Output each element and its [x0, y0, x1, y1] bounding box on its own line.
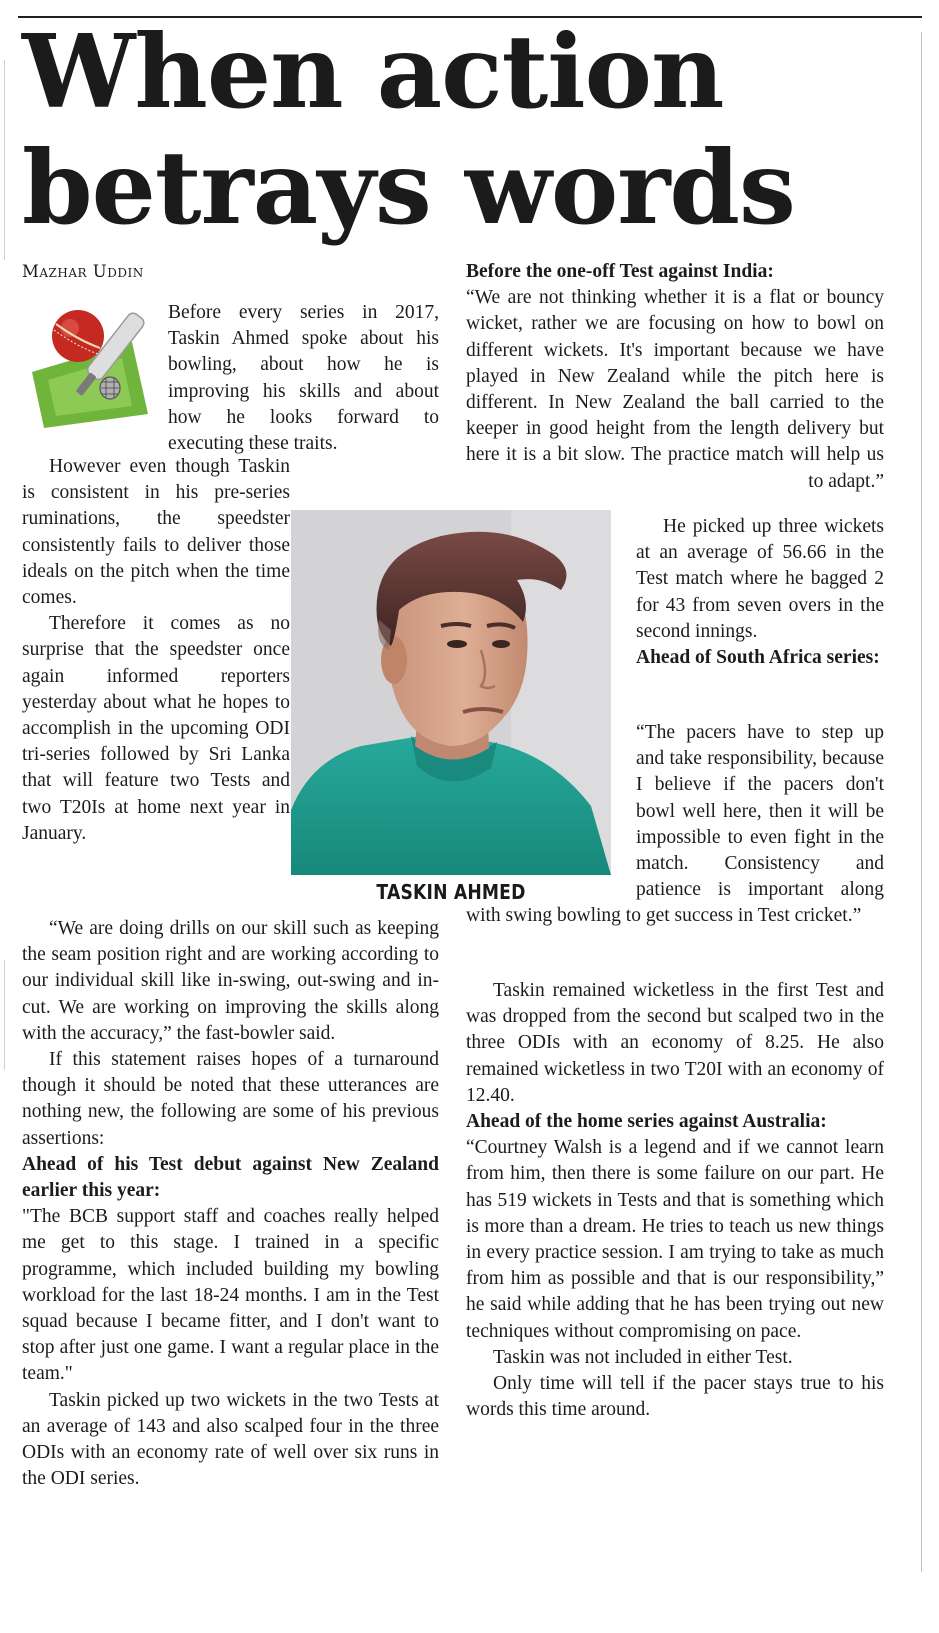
right-top-block	[466, 259, 884, 495]
intro-paragraph: Before every series in 2017, Taskin Ahmed spoke about his bowling, about how he is improving his skills and about how he looks forward to executing these traits.	[168, 302, 439, 455]
headline-line-1: When action	[22, 12, 724, 131]
left-lower-block	[22, 916, 439, 1492]
right-wrap-block	[636, 514, 884, 671]
photo-caption: TASKIN AHMED	[376, 880, 526, 904]
left-paragraph: If this statement raises hopes of a turnaround though it should be noted that these utterances are nothing new, the following are some of his previous assertions:	[22, 1049, 439, 1149]
player-photo	[291, 510, 611, 875]
margin-mark	[4, 960, 5, 1070]
headline-line-2: betrays words	[22, 128, 795, 247]
right-paragraph: Taskin remained wicketless in the first Test and was dropped from the second but scalped two in the three ODIs with an economy of 8.25. He also remained wicketless in two T20I with an economy of 12.40.	[466, 980, 884, 1106]
left-paragraph: Taskin picked up two wickets in the two Tests at an average of 143 and also scalped four in the three ODIs with an economy rate of well over six runs in the ODI series.	[22, 1389, 439, 1490]
left-paragraph: However even though Taskin is consistent in his pre-series ruminations, the speedster consistently fails to deliver those ideals on the pitch when the time comes.	[22, 456, 290, 609]
quote-paragraph: “Courtney Walsh is a legend and if we cannot learn from him, then there is some failure on our part. He has 519 wickets in Tests and that is something which is more than a dream. He tries to teach us new things in every practice session. I am trying to take as much from him as possible and that is our responsibility,” he said while adding that he has been trying out new techniques without compromising on pace.	[466, 1137, 884, 1342]
quote-paragraph: “We are doing drills on our skill such as keeping the seam position right and are working according to our individual skill like in-swing, out-swing and in-cut. We are working on improving the skills along with the accuracy,” the fast-bowler said.	[22, 918, 439, 1044]
right-lower-block	[466, 978, 884, 1423]
quote-paragraph: “The pacers have to step up and take responsibility, because I believe if the pacers don't bowl well here, then it will be impossible to even fight in the match. Consistency and patience is important along with swing bowling to get success in Test cricket.”	[466, 722, 884, 927]
right-paragraph: Taskin was not included in either Test.	[493, 1346, 793, 1368]
quote-paragraph: “We are not thinking whether it is a flat or bouncy wicket, rather we are focusing on how to bowl on different wickets. It's important because we have played in New Zealand while the pitch here is different. In New Zealand the ball carried to the keeper in good height from the length delivery but here it is a bit slow. The practice match will help us to adapt.”	[466, 287, 884, 492]
headline	[22, 14, 795, 246]
intro-block	[168, 300, 439, 457]
quote-paragraph: "The BCB support staff and coaches really helped me get to this stage. I trained in a specific programme, which included building my bowling workload for the last 18-24 months. I am in the Test squad because I became fitter, and I don't want to stop after just one game. I want a regular place in the team."	[22, 1206, 439, 1385]
player-portrait	[291, 510, 611, 875]
right-paragraph: He picked up three wickets at an average of 56.66 in the Test match where he bagged 2 for 43 from seven overs in the second innings.	[636, 516, 884, 642]
subhead-australia: Ahead of the home series against Australia:	[466, 1111, 827, 1133]
margin-mark	[4, 60, 5, 260]
byline: Mazhar Uddin	[22, 262, 144, 281]
right-paragraph: Only time will tell if the pacer stays true to his words this time around.	[466, 1373, 884, 1421]
left-paragraph: Therefore it comes as no surprise that the speedster once again informed reporters yesterday about what he hopes to accomplish in the upcoming ODI tri-series followed by Sri Lanka that will feature two Tests and two T20Is at home next year in January.	[22, 613, 290, 844]
column-edge-rule	[921, 32, 922, 1572]
subhead-south-africa: Ahead of South Africa series:	[636, 647, 880, 669]
subhead-nz: Ahead of his Test debut against New Zealand earlier this year:	[22, 1153, 439, 1202]
subhead-india: Before the one-off Test against India:	[466, 261, 774, 282]
cricket-icon	[22, 302, 158, 438]
